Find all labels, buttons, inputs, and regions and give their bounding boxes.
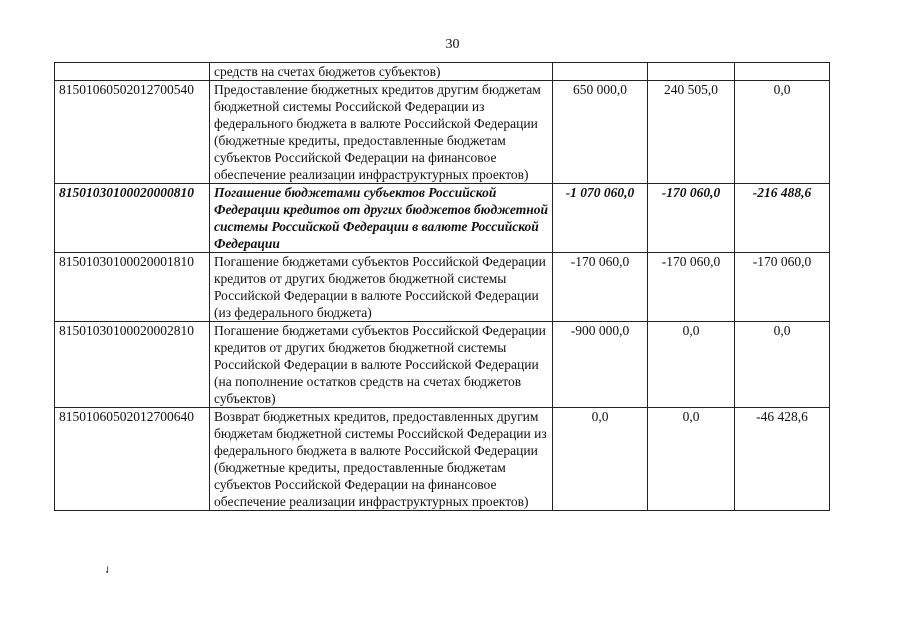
row-description: Возврат бюджетных кредитов, предоставленных другим бюджетам бюджетной системы Российской Федерации из федерального бюджета в валюте Российской Федерации (бюджетные кредиты, предоставленные бюджетам субъектов Российской Федерации на финансовое обеспечение реализации инфраструктурных проектов) bbox=[210, 408, 553, 511]
row-value-1: 0,0 bbox=[553, 408, 648, 511]
row-code: 81501060502012700640 bbox=[55, 408, 210, 511]
row-value-2: -170 060,0 bbox=[648, 184, 735, 253]
table-row bbox=[55, 81, 830, 184]
row-value-3: -170 060,0 bbox=[735, 253, 830, 322]
row-value-2: 0,0 bbox=[648, 408, 735, 511]
row-value-1: -1 070 060,0 bbox=[553, 184, 648, 253]
row-value-3 bbox=[735, 63, 830, 81]
row-value-2 bbox=[648, 63, 735, 81]
row-code bbox=[55, 63, 210, 81]
row-value-2: 0,0 bbox=[648, 322, 735, 408]
table-row bbox=[55, 253, 830, 322]
row-code: 81501060502012700540 bbox=[55, 81, 210, 184]
row-value-2: 240 505,0 bbox=[648, 81, 735, 184]
budget-table-body bbox=[55, 63, 830, 511]
row-description: Погашение бюджетами субъектов Российской Федерации кредитов от других бюджетов бюджетной системы Российской Федерации в валюте Российской Федерации (на пополнение остатков средств на счетах бюджетов субъектов) bbox=[210, 322, 553, 408]
row-value-1: -900 000,0 bbox=[553, 322, 648, 408]
row-code: 81501030100020002810 bbox=[55, 322, 210, 408]
page-number: 30 bbox=[445, 37, 460, 52]
row-value-3: 0,0 bbox=[735, 322, 830, 408]
row-value-1 bbox=[553, 63, 648, 81]
budget-table bbox=[54, 62, 830, 511]
table-row-total bbox=[55, 184, 830, 253]
pen-mark: ✓ bbox=[101, 563, 115, 578]
row-description: Предоставление бюджетных кредитов другим бюджетам бюджетной системы Российской Федерации из федерального бюджета в валюте Российской Федерации (бюджетные кредиты, предоставленные бюджетам субъектов Российской Федерации на финансовое обеспечение реализации инфраструктурных проектов) bbox=[210, 81, 553, 184]
row-description: средств на счетах бюджетов субъектов) bbox=[210, 63, 553, 81]
row-value-3: -46 428,6 bbox=[735, 408, 830, 511]
row-description: Погашение бюджетами субъектов Российской Федерации кредитов от других бюджетов бюджетной системы Российской Федерации в валюте Российской Федерации bbox=[210, 184, 553, 253]
row-code: 81501030100020001810 bbox=[55, 253, 210, 322]
table-row bbox=[55, 322, 830, 408]
row-description: Погашение бюджетами субъектов Российской Федерации кредитов от других бюджетов бюджетной системы Российской Федерации в валюте Российской Федерации (из федерального бюджета) bbox=[210, 253, 553, 322]
row-value-1: -170 060,0 bbox=[553, 253, 648, 322]
table-row bbox=[55, 63, 830, 81]
row-value-2: -170 060,0 bbox=[648, 253, 735, 322]
row-value-1: 650 000,0 bbox=[553, 81, 648, 184]
row-value-3: -216 488,6 bbox=[735, 184, 830, 253]
row-value-3: 0,0 bbox=[735, 81, 830, 184]
table-row bbox=[55, 408, 830, 511]
row-code: 81501030100020000810 bbox=[55, 184, 210, 253]
